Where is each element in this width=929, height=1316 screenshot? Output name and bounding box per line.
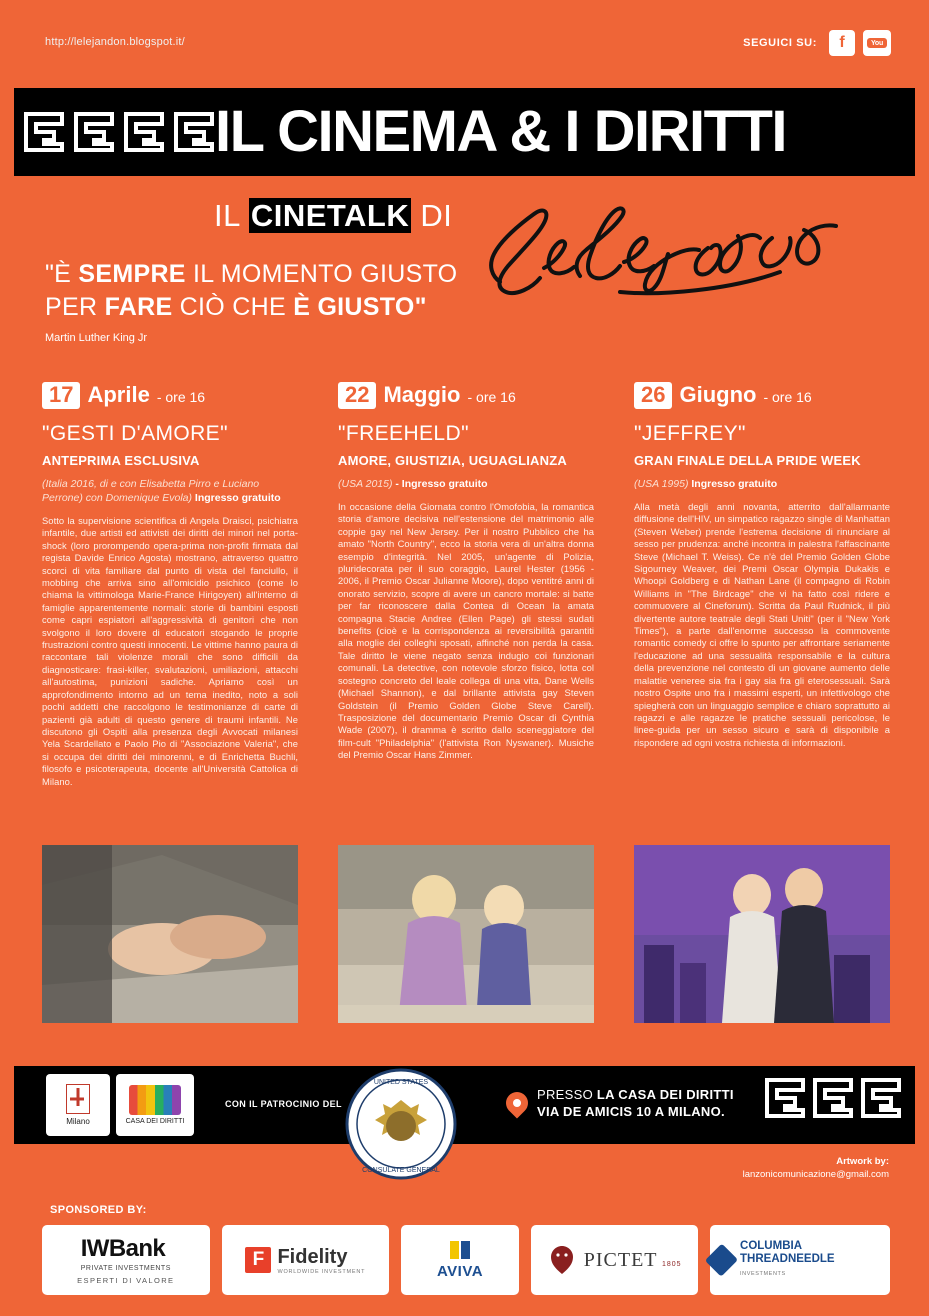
event-meta [634, 477, 890, 491]
iwbank-small: PRIVATE INVESTMENTS [80, 1265, 171, 1272]
rainbow-icon [129, 1085, 181, 1115]
quote-l2d: È GIUSTO" [293, 293, 427, 321]
event-body: Sotto la supervisione scientifica di Angela Draisci, psichiatra infantile, due artisti ed attivisti dei diritti dei minori nel porta-shock (loro prorompendo opera-prima non-profit firmata dal regista Davide Enrico Agosta) mostrano, attraverso quattro scorci di vita familiare dal punto di vista del fanciullo, il mobbing che arriva sino all'omicidio psichico (come lo chiama la vittimologa Marie-France Hirigoyen) all'interno di famiglie apparentemente normali: storie di bambini esposti come capri espiatori all'aggressività di genitori che non svolgono il loro dovere di educatori stogando le proprie frustrazioni contro questi innocenti. Le vittime hanno paura di raccontare tali violenze morali che sono difficili da diagnosticare: frasi-killer, svalutazioni, umiliazioni, attacchi all'autostima, punizioni sadiche. Apriamo così un approfondimento intorno ad un tema inedito, noto a soli pochi addetti che raccolgono le testimonianze di carte di pazienti già adulti di questo genere di traumi infantili. Ne discutono gli Ospiti alla presenza degli Avvocati milanesi Yela Scardellato e Paolo Pio di "Associazione Valeria", che si occupa dei diritti dei minorenni, e di Enrichetta Buchli, filosofo e psicoterapeuta, docente all'Università Cattolica di Milano. [42, 515, 298, 787]
photo-gesti-damore [42, 845, 298, 1023]
iwbank-wordmark [81, 1235, 171, 1272]
cinetalk-line [214, 198, 452, 234]
comune-di-milano-logo [46, 1074, 110, 1136]
event-subtitle: AMORE, GIUSTIZIA, UGUAGLIANZA [338, 453, 567, 468]
youtube-icon[interactable] [863, 30, 891, 56]
sponsor-iwbank [42, 1225, 210, 1295]
iwbank-part2: Bank [108, 1235, 166, 1262]
cinetalk-post: DI [411, 198, 453, 233]
follow-label: SEGUICI SU: [743, 37, 817, 49]
greek-key-icon [765, 1078, 805, 1118]
columbia-line2: THREADNEEDLE [740, 1252, 835, 1265]
pictet-wordmark [548, 1244, 682, 1276]
event-meta-italic: (Italia 2016, di e con Elisabetta Pirro e Luciano Perrone) con Domenique Evola) [42, 478, 260, 504]
event-column [42, 382, 298, 788]
event-meta-italic: (USA 2015) [338, 478, 393, 490]
events-columns [42, 382, 890, 788]
quote-l2b: FARE [104, 293, 173, 321]
event-date [42, 382, 298, 409]
artwork-label: Artwork by: [836, 1156, 889, 1167]
venue-line1-bold: LA CASA DEI DIRITTI [596, 1087, 734, 1102]
youtube-label: You [867, 38, 887, 48]
venue-line2: VIA DE AMICIS 10 A MILANO. [537, 1104, 725, 1119]
pictet-label: PICTET [583, 1248, 658, 1271]
venue-block [506, 1086, 734, 1120]
event-time: - ore 16 [156, 389, 206, 405]
aviva-label: AVIVA [436, 1262, 484, 1280]
event-column [338, 382, 594, 788]
event-meta-bold: - Ingresso gratuito [392, 478, 488, 490]
greek-key-icon [124, 112, 164, 152]
event-date [338, 382, 594, 409]
quote-l1b: SEMPRE [78, 260, 186, 288]
social-links [743, 30, 891, 56]
greek-key-icon [813, 1078, 853, 1118]
fidelity-wordmark [245, 1246, 365, 1275]
columbia-small: INVESTMENTS [740, 1270, 786, 1277]
location-pin-icon [501, 1087, 532, 1118]
event-day: 22 [338, 382, 376, 409]
us-consulate-seal [345, 1068, 457, 1180]
sponsor-logos [42, 1225, 890, 1295]
casa-dei-diritti-logo [116, 1074, 194, 1136]
quote-l2a: PER [45, 293, 105, 321]
fidelity-f-icon: F [245, 1247, 271, 1273]
venue-line1-pre: PRESSO [537, 1087, 597, 1102]
aviva-bars-icon [437, 1241, 483, 1259]
event-subtitle: GRAN FINALE DELLA PRIDE WEEK [634, 453, 861, 468]
event-meta [42, 477, 298, 505]
page-title: IL CINEMA & I DIRITTI [215, 99, 787, 164]
columbia-text [740, 1240, 890, 1281]
columbia-diamond-icon [705, 1244, 738, 1277]
casa-dei-diritti-label: CASA DEI DIRITTI [125, 1118, 185, 1125]
greek-key-icon [861, 1078, 901, 1118]
event-date [634, 382, 890, 409]
event-month: Aprile [87, 382, 150, 407]
sponsor-columbia-threadneedle [710, 1225, 890, 1295]
facebook-icon[interactable]: f [829, 30, 855, 56]
event-meta-bold: Ingresso gratuito [192, 492, 281, 504]
event-body: Alla metà degli anni novanta, atterrito dall'allarmante diffusione dell'HIV, un simpatico ragazzo single di Manhattan (Steven Weber) prende l'estrema decisione di rinunciare al sesso per prudenza: anché incontra in palestra l'affascinante Steve (Michael T. Weiss). Ce n'è del Premio Golden Globe Sigourney Weaver, dei Premi Oscar Olympia Dukakis e Whoopi Goldberg e di Nathan Lane (il compagno di Robin Williams in "The Birdcage" che vi ha fatto così ridere e commuovere al Cineforum). Scritta da Paul Rudnick, il più divertente autore teatrale degli Stati Uniti" (per il "New York Times"), a parte dall'enorme successo la commovente romantic comedy ci offre lo spunto per affrontare seriamente l'educazione ad una sessualità responsabile e la cultura della prevenzione nel contesto di un giovane aumento delle malattie veneree sia fra i gay sia fra gli eterosessuali. Sarà nostro Ospite uno fra i massimi esperti, un infettivologo che spiegherà con un linguaggio semplice e chiaro soprattutto ai ragazzi e alle ragazze le pratiche sessuali pericolose, le linee-guida per un sesso sicuro e sarà di disponibile a rispondere ad ogni vostra richiesta di informazioni. [634, 501, 890, 748]
venue-text [537, 1086, 734, 1120]
event-subtitle: ANTEPRIMA ESCLUSIVA [42, 453, 200, 468]
venue-line1 [537, 1087, 734, 1102]
photo-jeffrey [634, 845, 890, 1023]
event-column [634, 382, 890, 788]
event-body: In occasione della Giornata contro l'Omofobia, la romantica storia d'amore decisiva nell'estensione del matrimonio alle coppie gay nel New Jersey. Per il nostro Pubblico che ha amato "North Country", ecco la storia vera di un'altra donna esempio d'integrità. Nel 2005, un'agente di Polizia, pluridecorata per il suo coraggio, Laurel Hester (1956 - 2006, il Premio Oscar Julianne Moore), dopo ventitré anni di onorato servizio, scopre di avere un cancro mortale: si batte per far riconoscere dalla Contea di Ocean la amata compagna Stacie Andree (Ellen Page) gli stessi sudati benefits (cioè e la corrispondenza ai reversibilità garantiti alla moglie dei colleghi sposati, affinché non perda la casa. Tale diritto le viene negato senza indugio coi funzionari comunali. La detective, con notevole sforzo fisico, lotta col sostegno concreto del leale collega di una vita, Dane Wells (Michael Shannon), e dal brillante attivista gay Steven Goldstein (il Premio Golden Globe Steve Carell). Trasposizione del documentario Premio Oscar di Cynthia Wade (2007), il dramma è scritto dallo sceneggiatore del film-cult "Philadelphia" (l'attivista Ron Nyswaner). Musiche del Premio Oscar Hans Zimmer. [338, 501, 594, 761]
event-day: 26 [634, 382, 672, 409]
columbia-wordmark [710, 1240, 890, 1281]
sponsored-by-label: SPONSORED BY: [50, 1204, 147, 1216]
event-month: Maggio [383, 382, 461, 407]
greek-key-pattern-right [765, 1078, 901, 1118]
event-month: Giugno [679, 382, 757, 407]
blog-url[interactable]: http://lelejandon.blogspot.it/ [45, 36, 185, 48]
event-title: "FREEHELD" [338, 422, 469, 445]
quote-author: Martin Luther King Jr [45, 332, 148, 344]
quote-l1c: IL MOMENTO GIUSTO [185, 260, 458, 288]
cinetalk-tag: CINETALK [250, 198, 410, 233]
photo-freeheld [338, 845, 594, 1023]
event-day: 17 [42, 382, 80, 409]
sponsor-aviva [401, 1225, 519, 1295]
greek-key-pattern-left [24, 88, 214, 152]
svg-text:UNITED STATES: UNITED STATES [373, 1079, 429, 1086]
top-bar [0, 0, 929, 78]
event-title: "GESTI D'AMORE" [42, 422, 228, 445]
event-meta-bold: Ingresso gratuito [688, 478, 778, 490]
milano-shield-icon [66, 1084, 90, 1114]
event-photos [42, 845, 890, 1023]
pictet-text [584, 1249, 682, 1272]
fidelity-label: Fidelity [277, 1245, 348, 1268]
quote-block [45, 258, 465, 324]
aviva-wordmark [437, 1241, 483, 1280]
sponsor-pictet [531, 1225, 699, 1295]
patronage-label: CON IL PATROCINIO DEL [225, 1099, 342, 1109]
lion-icon [548, 1244, 576, 1276]
event-meta-italic: (USA 1995) [634, 478, 689, 490]
event-time: - ore 16 [763, 389, 812, 405]
greek-key-icon [24, 112, 64, 152]
event-title: "JEFFREY" [634, 422, 746, 445]
quote-l1a: "È [45, 260, 79, 288]
fidelity-name [277, 1246, 365, 1275]
artwork-credit [743, 1155, 889, 1181]
svg-text:CONSULATE GENERAL: CONSULATE GENERAL [362, 1167, 440, 1174]
iwbank-tagline: ESPERTI DI VALORE [77, 1276, 175, 1285]
artwork-email[interactable]: lanzonicomunicazione@gmail.com [742, 1169, 889, 1180]
sponsor-fidelity [222, 1225, 390, 1295]
fidelity-small: WORLDWIDE INVESTMENT [277, 1268, 366, 1275]
quote-l2c: CIÒ CHE [172, 293, 294, 321]
greek-key-icon [74, 112, 114, 152]
cinetalk-pre: IL [214, 198, 249, 233]
columbia-line1: COLUMBIA [740, 1239, 802, 1252]
milano-label: Milano [66, 1117, 90, 1126]
event-time: - ore 16 [467, 389, 516, 405]
pictet-year: 1805 [661, 1260, 682, 1268]
iwbank-part1: IW [80, 1235, 109, 1262]
event-meta [338, 477, 594, 491]
signature-logo [470, 196, 890, 306]
greek-key-icon [174, 112, 214, 152]
